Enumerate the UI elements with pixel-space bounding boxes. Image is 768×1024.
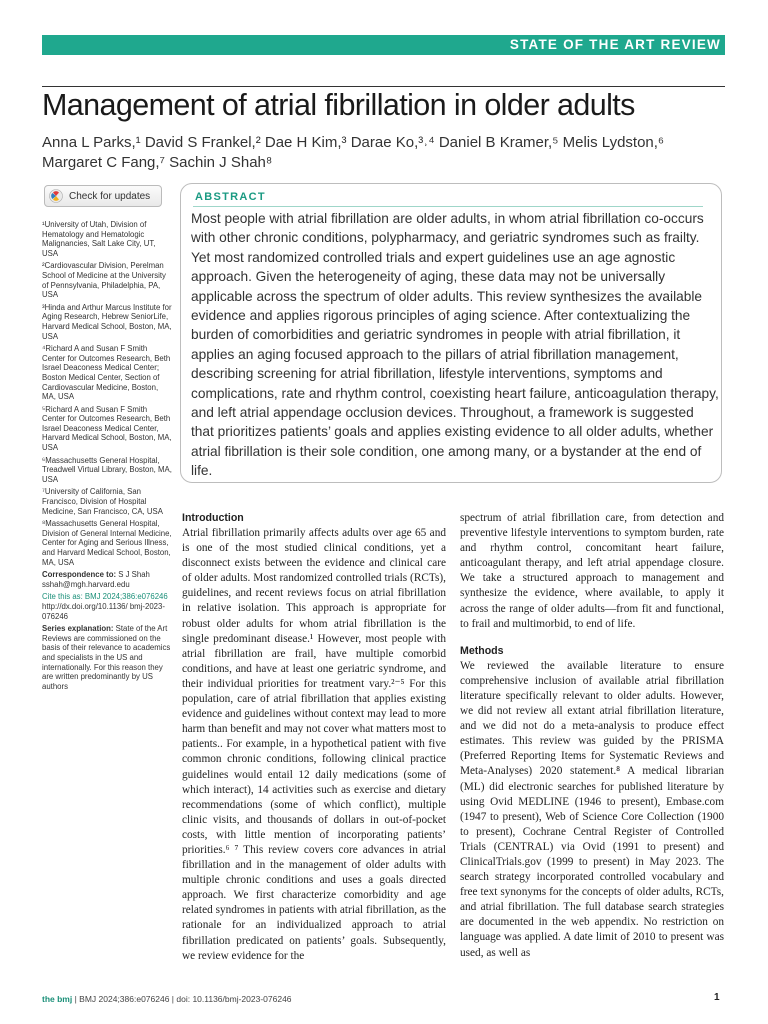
introduction-text: Atrial fibrillation primarily affects adults over age 65 and is one of the most studied clinical conditions, yet a disconnect exists between the evidence and clinical care of older adults. Most randomized controlled trials (RCTs), guidelines, and recent reviews focus on atrial fibrillation in relative isolation. This approach is appropriate for robust older adults for whom atrial fibrillation is the single predominant disease.¹ However, most people with atrial fibrillation are frail, have multiple comorbid conditions, and have at least one geriatric syndrome, and their individual priorities for treatment vary.²⁻⁵ For this population, care of atrial fibrillation that applies existing evidence and guidelines without context may lead to more harm than benefit and may not cover what matters most to patients.. For example, in a hypothetical patient with five common chronic conditions, following clinical practice guidelines would entail 12 daily medications (some of which interact), 14 activities such as exercise and dietary recommendations (some of which conflict), multiple clinic visits, and thousands of dollars in out-of-pocket costs, with little mention of incorporating patients’ priorities.⁶ ⁷ This review covers core advances in atrial fibrillation and in the management of older adults with multiple chronic conditions and uses a goals directed approach. We first characterize comorbidity and age related syndromes in patients with atrial fibrillation, as the rationale for an individualized approach to atrial fibrillation predicated on patients’ goals. Subsequently, we review evidence for the xyxy=(182,527,446,962)
affiliation-1: ¹University of Utah, Division of Hematology and Hematologic Malignancies, Salt Lake City, UT, USA xyxy=(42,220,156,258)
paragraph-gap xyxy=(460,632,724,644)
methods-heading: Methods xyxy=(460,644,504,657)
footer-citation: | BMJ 2024;386:e076246 | doi: 10.1136/bmj-2023-076246 xyxy=(74,994,292,1004)
body-column-1 xyxy=(182,511,446,964)
doi-link[interactable]: http://dx.doi.org/10.1136/ bmj-2023-076246 xyxy=(42,601,165,621)
series-explanation xyxy=(42,624,172,691)
affiliation-3: ³Hinda and Arthur Marcus Institute for Aging Research, Hebrew SeniorLife, Harvard Medical School, Boston, MA, USA xyxy=(42,302,172,341)
abstract-rule xyxy=(193,206,703,207)
affiliation-4: ⁴Richard A and Susan F Smith Center for Outcomes Research, Beth Israel Deaconess Medical Center; Boston Medical Center, Section of Cardiovascular Medicine, Boston, MA, USA xyxy=(42,344,171,402)
correspondence xyxy=(42,570,172,589)
series-label: Series explanation: xyxy=(42,624,114,634)
affiliation-2: ²Cardiovascular Division, Perelman School of Medicine at the University of Pennsylvania, Philadelphia, PA, USA xyxy=(42,261,166,300)
citation xyxy=(42,592,172,621)
article-title: Management of atrial fibrillation in older adults xyxy=(42,88,635,122)
crossmark-icon xyxy=(49,189,63,203)
title-rule xyxy=(42,86,725,87)
section-banner: STATE OF THE ART REVIEW xyxy=(42,35,725,55)
correspondence-text[interactable]: S J Shah sshah@mgh.harvard.edu xyxy=(42,570,150,589)
correspondence-label: Correspondence to: xyxy=(42,570,117,580)
abstract-box xyxy=(180,183,722,483)
check-for-updates-button[interactable] xyxy=(44,185,162,207)
affiliation-5: ⁵Richard A and Susan F Smith Center for Outcomes Research, Beth Israel Deaconess Medical Center, Harvard Medical School, Boston, MA, USA xyxy=(42,404,172,453)
column-2-intro-continued: spectrum of atrial fibrillation care, from detection and preventive lifestyle interventions to symptom burden, rate and rhythm control, concomitant heart failure, anticoagulant therapy, and left atrial appendage closure. We take a structured approach to management and synthesize the evidence, where available, to apply it across the range of older adults—from fit and functional, to frail and multimorbid, to end of life. xyxy=(460,512,724,630)
affiliations-sidebar xyxy=(42,220,172,694)
affiliation-7: ⁷University of California, San Francisco, Division of Hospital Medicine, San Francisco, CA, USA xyxy=(42,487,163,516)
cite-label: Cite this as: BMJ 2024;386:e076246 xyxy=(42,592,168,602)
authors-line-2: Margaret C Fang,⁷ Sachin J Shah⁸ xyxy=(42,154,273,171)
author-list xyxy=(42,133,722,173)
page-footer xyxy=(42,994,292,1004)
series-text: State of the Art Reviews are commissioned on the basis of their relevance to academics and specialists in the US and internationally. For this reason they are written predominantly by US authors xyxy=(42,624,171,691)
body-column-2 xyxy=(460,511,724,961)
abstract-text: Most people with atrial fibrillation are older adults, in whom atrial fibrillation co-occurs with other chronic conditions, polypharmacy, and geriatric syndromes such as frailty. Yet most randomized controlled trials and expert guidelines use an age agnostic approach. Given the heterogeneity of aging, these data may not be universally applicable across the spectrum of older adults. This review synthesizes the available evidence and applies rigorous principles of aging science. After contextualizing the burden of comorbidities and geriatric syndromes in people with atrial fibrillation, it applies an aging focused approach to the pillars of atrial fibrillation management, describing screening for atrial fibrillation, lifestyle interventions, symptoms and complications, rate and rhythm control, coexisting heart failure, anticoagulation therapy, and left atrial appendage occlusion devices. Throughout, a framework is suggested that prioritizes patients’ goals and applies existing evidence to all older adults, whether atrial fibrillation is their sole condition, one among many, or a bystander at the end of life. xyxy=(191,211,719,479)
abstract-heading: ABSTRACT xyxy=(195,191,266,203)
page-number: 1 xyxy=(714,992,720,1003)
affiliation-6: ⁶Massachusetts General Hospital, Treadwell Virtual Library, Boston, MA, USA xyxy=(42,455,172,484)
authors-line-1: Anna L Parks,¹ David S Frankel,² Dae H Kim,³ Darae Ko,³˒⁴ Daniel B Kramer,⁵ Melis Lydston,⁶ xyxy=(42,134,665,151)
introduction-heading: Introduction xyxy=(182,512,244,524)
check-for-updates-label: Check for updates xyxy=(69,190,151,202)
methods-text: We reviewed the available literature to ensure comprehensive inclusion of available atrial fibrillation literature specifically relevant to older adults. However, we did not review all extant atrial fibrillation literature, and we did not do a meta-analysis to produce effect estimates. This review was guided by the PRISMA (Preferred Reporting Items for Systematic Reviews and Meta-Analyses) 2020 statement.⁸ A medical librarian (ML) did electronic searches for published literature by using Ovid MEDLINE (1946 to present), Embase.com (1947 to present), Web of Science Core Collection (1900 to present), Cochrane Central Register of Controlled Trials (CENTRAL) via Ovid (1991 to present) and ClinicalTrials.gov (1999 to present) in May 2023. The search strategy incorporated controlled vocabulary and free text synonyms for the concepts of older adults, RCTs, and atrial fibrillation. The full database search strategies are documented in the web appendix. No restriction on language was applied. A date limit of 2010 to present was used, as well as xyxy=(460,659,724,959)
footer-brand: the bmj xyxy=(42,994,73,1004)
affiliation-8: ⁸Massachusetts General Hospital, Division of General Internal Medicine, Center for Aging and Serious Illness, and Harvard Medical School, Boston, MA, USA xyxy=(42,519,172,567)
